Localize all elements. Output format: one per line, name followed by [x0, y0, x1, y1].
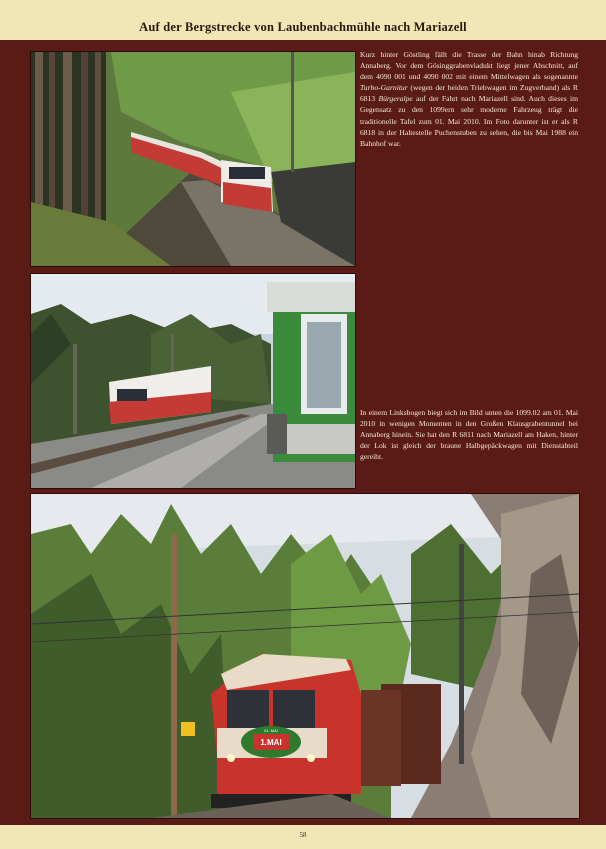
paragraph-1-emphasis-2: Bürgeralpe	[378, 94, 413, 104]
page-title: Auf der Bergstrecke von Laubenbachmühle nach Mariazell	[139, 20, 467, 34]
photo-puchenstuben	[30, 273, 356, 489]
page-header	[0, 0, 606, 40]
page-footer	[0, 825, 606, 849]
paragraph-1-part-c: auf der Fahrt nach Mariazell sind. Auch dieses im Gegensatz zu den 1099ern sehr moderne Fahrzeug trägt die traditionelle Tafel zum 01. Mai 2010. Im Foto darunter ist er als R 6818 in der Haltestelle Puchenstuben zu sehen, die bis Mai 1988 ein Bahnhof war.	[360, 94, 578, 148]
article-paragraph-1	[360, 49, 578, 149]
photo-turbo-garnitur	[30, 51, 356, 267]
paragraph-1-emphasis-1: Turbo-Garnitur	[360, 83, 408, 93]
paragraph-2-text: In einem Linksbogen biegt sich im Bild unten die 1099.02 am 01. Mai 2010 in wenigen Momenten in den Großen Klausgrabentunnel bei Annaberg hinein. Sie hat den R 6811 nach Mariazell am Haken, hinter der Lok ist gleich der braune Halbgepäckwagen mit Dienstabteil gereiht.	[360, 408, 578, 462]
forest-railcar-image	[31, 52, 355, 266]
article-paragraph-2	[360, 407, 578, 462]
page-number: 58	[299, 831, 307, 839]
loco-plate-text: 1.MAI	[260, 738, 282, 747]
paragraph-1-part-a: Kurz hinter Göstling fällt die Trasse der Bahn hinab Richtung Annaberg. Vor dem Gösinggrabenviadukt liegt jener Abschnitt, auf dem 4090 001 und 4090 002 mit einem Mittelwagen als sogenannte	[360, 50, 578, 82]
photo-1099-02-locomotive	[30, 493, 580, 819]
loco-plate-small-text: 01. MAI	[264, 728, 278, 733]
paragraph-1-part-b: (wegen der beiden Triebwagen im Zugverband) als R 6813	[360, 83, 578, 104]
content-panel	[0, 40, 606, 825]
station-railcar-image	[31, 274, 355, 488]
locomotive-image	[31, 494, 579, 818]
